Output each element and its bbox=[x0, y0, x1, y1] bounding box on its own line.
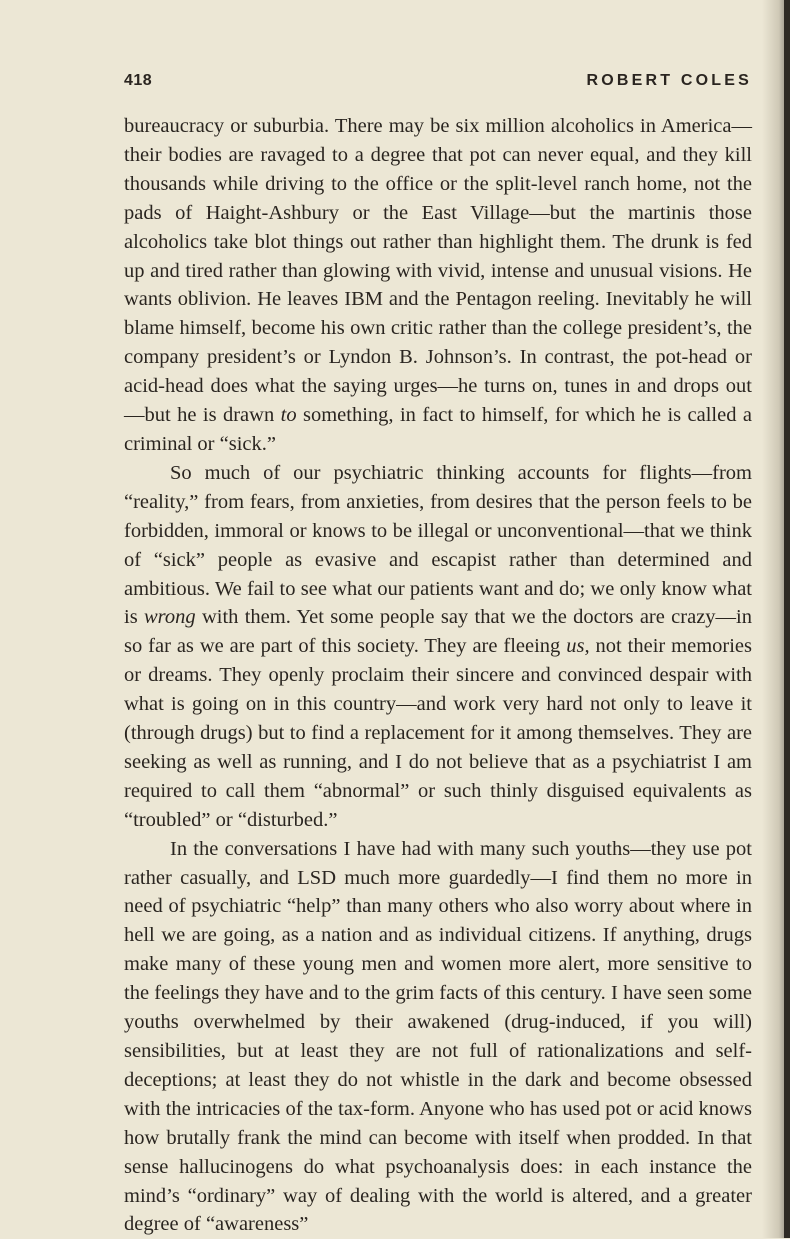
paragraph bbox=[124, 459, 752, 835]
paragraph bbox=[124, 835, 752, 1239]
page-number: 418 bbox=[124, 72, 153, 89]
text-run: So much of our psychiatric thinking accounts for flights—from “reality,” from fears, from anxieties, from desires that the person feels to be forbidden, immoral or knows to be illegal or unconventional—that we think of “sick” people as evasive and escapist rather than determined and ambitious. We fail to see what our patients want and do; we only know what is bbox=[124, 461, 752, 629]
body-text bbox=[124, 112, 752, 1239]
italic-text: to bbox=[280, 404, 297, 427]
italic-text: wrong bbox=[144, 606, 196, 629]
text-run: In the conversations I have had with many such youths—they use pot rather casually, and LSD much more guardedly—I find them no more in need of psychiatric “help” than many others who also worry about where in hell we are going, as a nation and as individual citizens. If anything, drugs make many of these young men and women more alert, more sensitive to the feelings they have and to the grim facts of this century. I have seen some youths overwhelmed by their awakened (drug-induced, if you will) sensibilities, but at least they are not full of rationalizations and self-deceptions; at least they do not whistle in the dark and become obsessed with the intricacies of the tax-form. Anyone who has used pot or acid knows how brutally frank the mind can become with itself when prodded. In that sense hallucinogens do what psychoanalysis does: in each instance the mind’s “ordinary” way of dealing with the world is altered, and a greater degree of “awareness” bbox=[124, 837, 752, 1236]
text-run: with them. Yet some people say that we the doctors are crazy—in so far as we are part of this society. They are fleeing bbox=[124, 606, 752, 658]
text-run: something, in fact to himself, for which he is called a criminal or “sick.” bbox=[124, 404, 752, 455]
italic-text: us, bbox=[566, 635, 590, 658]
text-run: not their memories or dreams. They openly proclaim their sincere and convinced despair with what is going on in this country—and work very hard not only to leave it (through drugs) but to find a replacement for it among themselves. They are seeking as well as running, and I do not believe that as a psychiatrist I am required to call them “abnormal” or such thinly disguised equivalents as “troubled” or “disturbed.” bbox=[124, 635, 752, 831]
page-header bbox=[124, 72, 752, 96]
paragraph bbox=[124, 112, 752, 459]
text-run: bureaucracy or suburbia. There may be six million alcoholics in America—their bodies are ravaged to a degree that pot can never equal, and they kill thousands while driving to the office or the split-level ranch home, not the pads of Haight-Ashbury or the East Village—but the martinis those alcoholics take blot things out rather than highlight them. The drunk is fed up and tired rather than glowing with vivid, intense and unusual visions. He wants oblivion. He leaves IBM and the Pentagon reeling. Inevitably he will blame himself, become his own critic rather than the college president’s, the company president’s or Lyndon B. Johnson’s. In contrast, the pot-head or acid-head does what the saying urges—he turns on, tunes in and drops out—but he is drawn bbox=[124, 115, 752, 427]
running-head: ROBERT COLES bbox=[586, 72, 752, 89]
page-edge bbox=[784, 0, 790, 1238]
